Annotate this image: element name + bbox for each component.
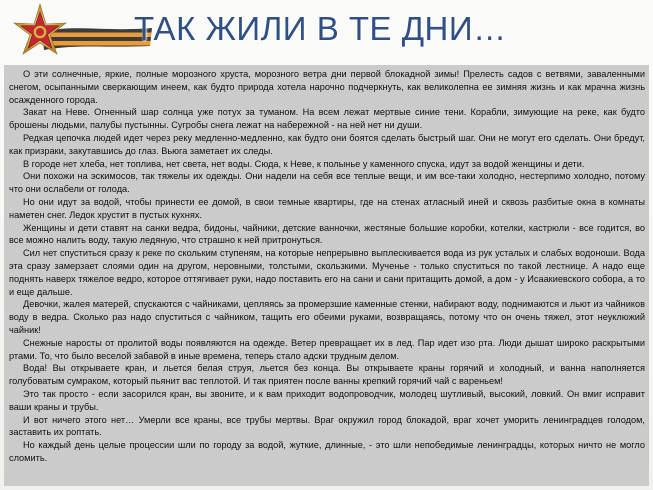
paragraph: Но каждый день целые процессии шли по городу за водой, жуткие, длинные, - это шли непобедимые ленинградцы, которых ничто не могло сломить. xyxy=(9,440,645,463)
paragraph: Это так просто - если засорился кран, вы звоните, и к вам приходит водопроводчик, молодец шутливый, высокий, ловкий. Он вмиг исправит ваши краны и трубы. xyxy=(9,388,645,412)
paragraph: Редкая цепочка людей идет через реку медленно-медленно, как будто они боятся сделать быстрый шаг. Они не могут его сделать. Они бредут, как призраки, закутавшись до глаз. Вьюга заметает их следы. xyxy=(9,132,645,156)
paragraph: В городе нет хлеба, нет топлива, нет света, нет воды. Сюда, к Неве, к полынье у каменного спуска, идут за водой женщины и дети. xyxy=(23,158,585,169)
paragraph: И вот ничего этого нет… Умерли все краны, все трубы мертвы. Враг окружил город блокадой, враг хочет уморить ленинградцев голодом, заставить их роптать. xyxy=(9,414,645,438)
paragraph: Закат на Неве. Огненный шар солнца уже потух за туманом. На всем лежат мертвые синие тени. Корабли, зимующие на реке, как будто брошены людьми, палубы пустынны. Сугробы снега лежат на набережной - на ней нет ни души. xyxy=(9,107,645,131)
paragraph: Они похожи на эскимосов, так тяжелы их одежды. Они надели на себя все теплые вещи, и им все-таки холодно, нестерпимо холодно, потому что они ослабели от голода. xyxy=(9,171,645,195)
slide-header xyxy=(0,0,653,62)
paragraph: Вода! Вы открываете кран, и льется белая струя, льется без конца. Вы открываете краны горячий и холодный, и ванна наполняется голубоватым сумраком, который пьянит вас теплотой. И так приятен после ванны крепкий горячий чай с вареньем! xyxy=(9,363,645,387)
text-block xyxy=(4,65,649,486)
order-star-emblem-icon xyxy=(4,2,154,68)
paragraph: Сил нет спуститься сразу к реке по скольким ступеням, на которые непрерывно выплескивается вода из рук усталых и слабых водоноши. Вода эта сразу замерзает слоями один на другом, неровными, толстыми, скользкими. Мученье - только спуститься по такой лестнице. А надо еще поднять наверх тяжелое ведро, которое оттягивает руки, надо поставить его на сани и сани притащить домой, а дом - у Исаакиевского собора, а то и еще дальше. xyxy=(9,248,645,297)
paragraph: Девочки, жалея матерей, спускаются с чайниками, цепляясь за промерзшие каменные стенки, набирают воду, поднимаются и льют из чайников воду в ведра. Сколько раз надо спуститься с чайником, тащить его обеими руками, возвращаясь, потому что он очень тяжел, этот неуклюжий чайник! xyxy=(9,299,645,335)
paragraph: Но они идут за водой, чтобы принести ее домой, в свои темные квартиры, где на стенах атласный иней и сквозь разбитые окна в комнаты наметен снег. Ледок хрустит в пустых кухнях. xyxy=(9,196,645,220)
paragraph: О эти солнечные, яркие, полные морозного хруста, морозного ветра дни первой блокадной зимы! Прелесть садов с ветвями, заваленными снегом, осыпанными сверкающим инеем, как будто природа хотела нарочно подчеркнуть, как великолепна ее зимняя жизнь и как мрачна жизнь осажденного города. xyxy=(9,69,645,105)
paragraph: Женщины и дети ставят на санки ведра, бидоны, чайники, детские ванночки, жестяные большие коробки, котелки, кастрюли - все годится, во все можно налить воду, такую ледяную, что страшно к ней притронуться. xyxy=(9,222,645,246)
paragraph: Снежные наросты от пролитой воды появляются на одежде. Ветер превращает их в лед. Пар идет изо рта. Люди дышат широко раскрытыми ртами. То, что было веселой забавой в иные времена, теперь стало адски трудным делом. xyxy=(9,337,645,361)
slide-title: ТАК ЖИЛИ В ТЕ ДНИ… xyxy=(134,10,507,47)
